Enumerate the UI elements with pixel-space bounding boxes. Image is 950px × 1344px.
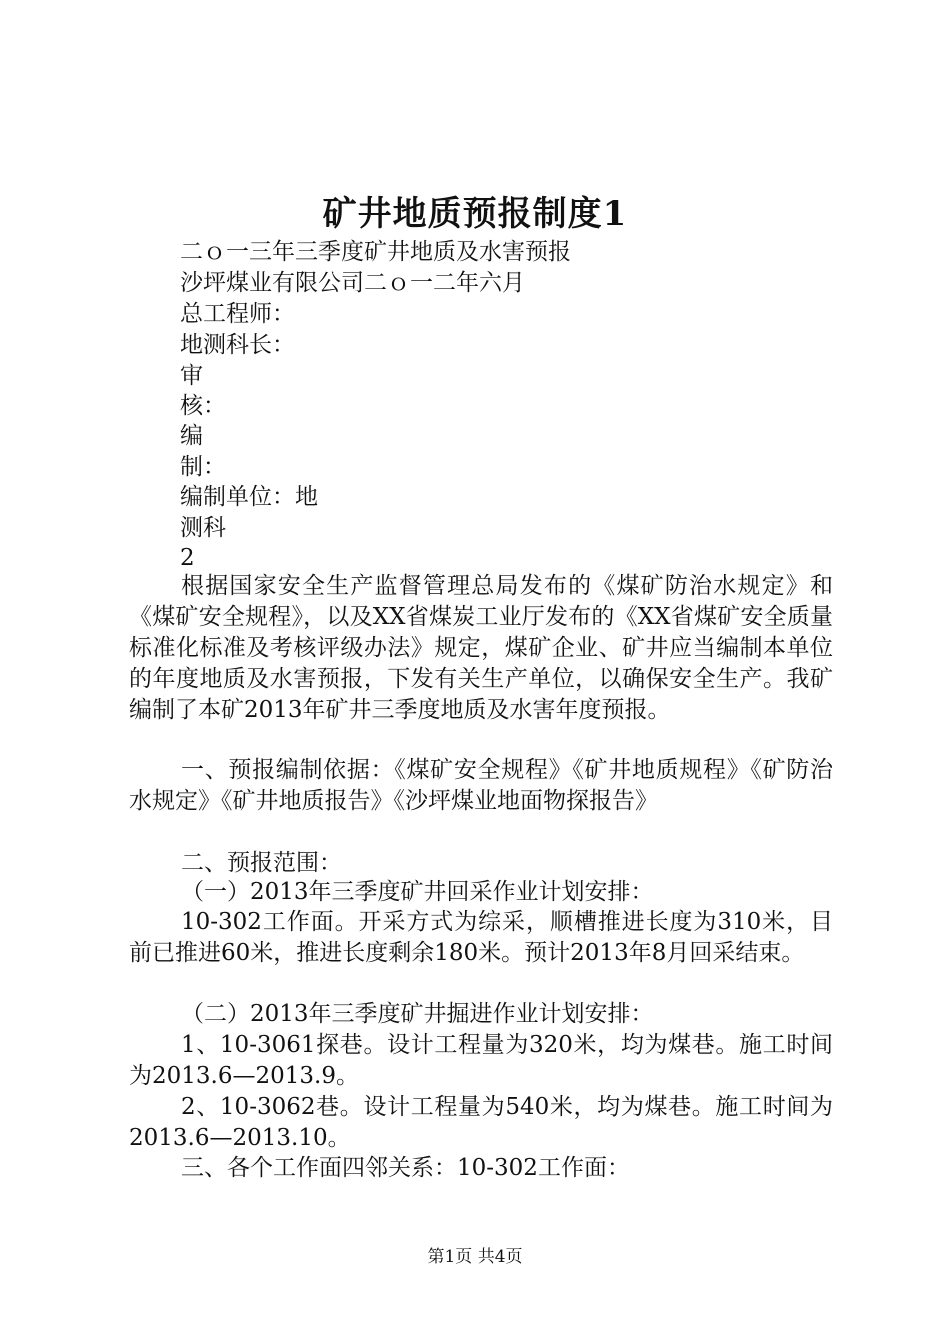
chief-engineer-label: 总工程师： [180, 301, 295, 327]
survey-chief-label: 地测科长： [180, 332, 295, 358]
compile-label-part2: 制： [180, 454, 226, 480]
company-date-line: 沙坪煤业有限公司二ｏ一二年六月 [180, 270, 525, 296]
intro-paragraph: 根据国家安全生产监督管理总局发布的《煤矿防治水规定》和《煤矿安全规程》，以及XX省煤炭工业厅发布的《XX省煤矿安全质量标准化标准及考核评级办法》规定，煤矿企业、矿井应当编制本单位的年度地质及水害预报，下发有关生产单位，以确保安全生产。我矿编制了本矿2013年矿井三季度地质及水害年度预报。 [129, 573, 833, 723]
page-footer: 第1页 共4页 [427, 1247, 523, 1267]
compile-unit-value: 测科 [180, 515, 226, 541]
document-title: 矿井地质预报制度1 [322, 194, 628, 234]
review-label-part1: 审 [180, 363, 203, 389]
subtitle-line: 二ｏ一三年三季度矿井地质及水害预报 [180, 239, 571, 265]
tunneling-item-1: 1、10-3061探巷。设计工程量为320米，均为煤巷。施工时间为2013.6—2013.9。 [129, 1032, 833, 1089]
tunneling-item-2: 2、10-3062巷。设计工程量为540米，均为煤巷。施工时间为2013.6—2013.10。 [129, 1094, 833, 1151]
section-scope-heading: 二、预报范围： [181, 850, 342, 876]
page-marker: 2 [180, 545, 195, 571]
mining-plan-heading: （一）2013年三季度矿井回采作业计划安排： [181, 879, 654, 905]
section-adjacency-heading: 三、各个工作面四邻关系：10-302工作面： [181, 1155, 630, 1181]
review-label-part2: 核： [180, 393, 226, 419]
compile-label-part1: 编 [180, 423, 203, 449]
tunneling-plan-heading: （二）2013年三季度矿井掘进作业计划安排： [181, 1001, 654, 1027]
mining-plan-paragraph: 10-302工作面。开采方式为综采，顺槽推进长度为310米，目前已推进60米，推进长度剩余180米。预计2013年8月回采结束。 [129, 909, 833, 966]
section-basis-paragraph: 一、预报编制依据：《煤矿安全规程》《矿井地质规程》《矿防治水规定》《矿井地质报告》《沙坪煤业地面物探报告》 [129, 757, 833, 814]
compile-unit-label: 编制单位：地 [180, 484, 318, 510]
